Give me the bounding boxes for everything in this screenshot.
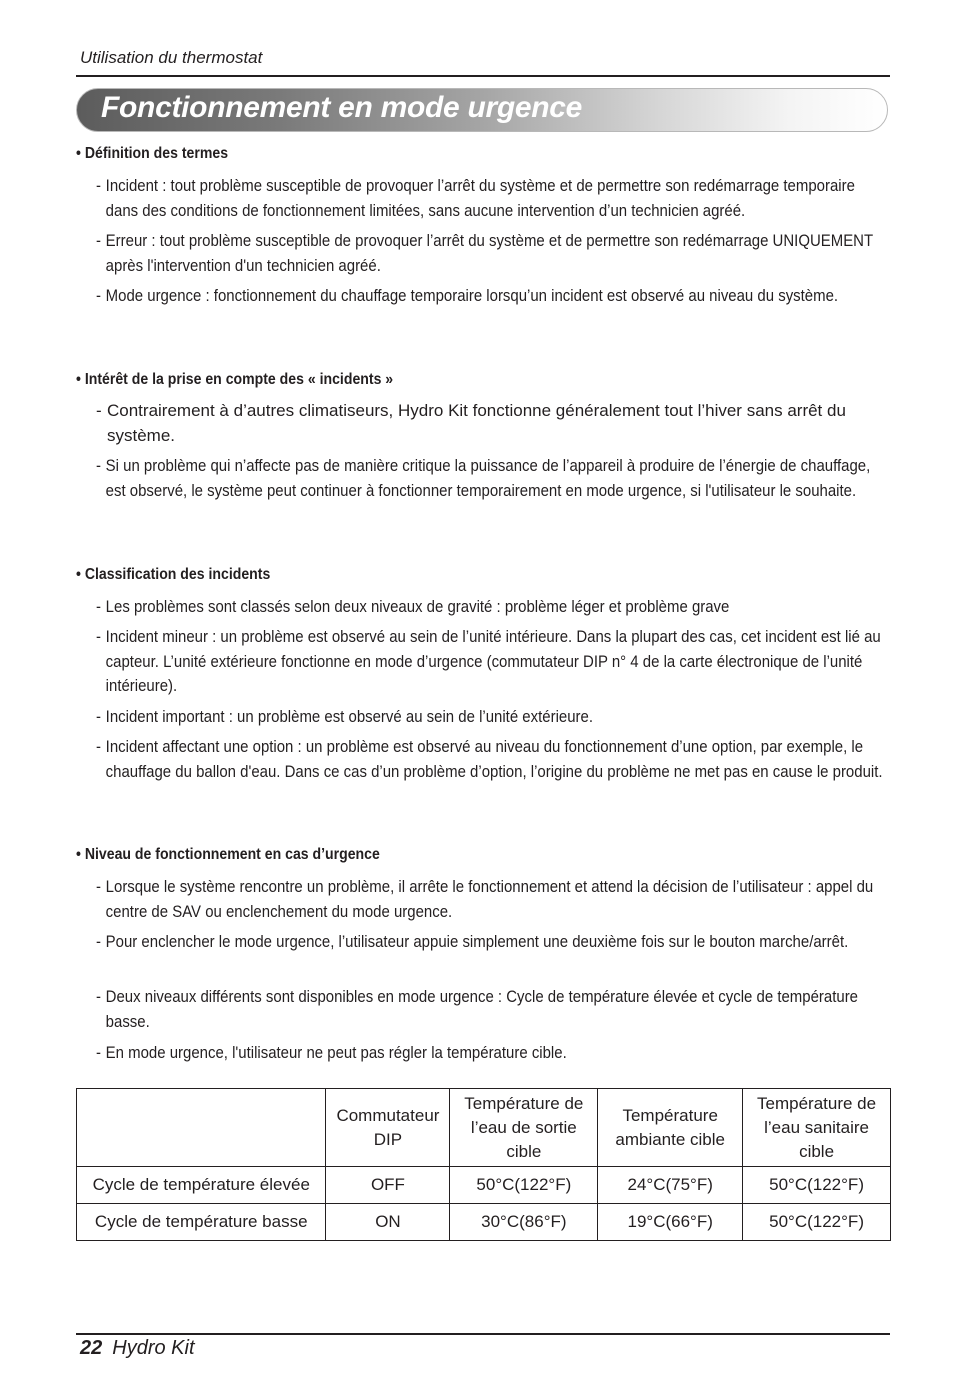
section-heading-definitions: • Définition des termes [76, 145, 229, 162]
table-cell: OFF [326, 1167, 450, 1204]
list-item: - Si un problème qui n’affecte pas de manière critique la puissance de l’appareil à produire de l’énergie de chauffage, est observé, le système peut continuer à fonctionner temporairement en mode urgence, si l'utilisateur le souhaite. [96, 456, 871, 500]
page-title: Fonctionnement en mode urgence [101, 91, 583, 124]
list-item: - Incident affectant une option : un problème est observé au niveau du fonctionnement d’une option, par exemple, le chauffage du ballon d'eau. Dans ce cas d’un problème d’option, l’origine du problème ne met pas en cause le produit. [96, 737, 883, 781]
table-cell: 24°C(75°F) [598, 1167, 743, 1204]
table-cell: Cycle de température basse [77, 1204, 326, 1241]
title-banner [76, 88, 888, 132]
list-item: - Incident important : un problème est observé au sein de l’unité extérieure. [96, 707, 593, 726]
header-rule [76, 75, 890, 77]
section-heading-emergency-level: • Niveau de fonctionnement en cas d’urgence [76, 846, 380, 863]
list-item: - Erreur : tout problème susceptible de provoquer l’arrêt du système et de permettre son redémarrage UNIQUEMENT après l'intervention d'un technicien agréé. [96, 231, 873, 275]
list-item: - Contrairement à d’autres climatiseurs, Hydro Kit fonctionne généralement tout l’hiver sans arrêt du système. [96, 401, 846, 445]
list-item: - Les problèmes sont classés selon deux niveaux de gravité : problème léger et problème grave [96, 597, 730, 616]
table-header-cell: Température ambiante cible [598, 1089, 743, 1167]
section-heading-classification: • Classification des incidents [76, 566, 271, 583]
table-row [77, 1204, 891, 1241]
table-cell: 50°C(122°F) [743, 1167, 891, 1204]
table-header-cell: Température de l’eau de sortie cible [450, 1089, 598, 1167]
page-number: 22 [80, 1337, 103, 1359]
list-item: - Mode urgence : fonctionnement du chauffage temporaire lorsqu’un incident est observé au niveau du système. [96, 286, 839, 305]
section-heading-interest: • Intérêt de la prise en compte des « incidents » [76, 371, 394, 388]
emergency-cycle-table [76, 1088, 891, 1241]
list-item: - Incident : tout problème susceptible de provoquer l’arrêt du système et de permettre son redémarrage temporaire dans des conditions de fonctionnement limitées, sans aucune intervention d’un technicien agréé. [96, 176, 855, 220]
table-cell: 30°C(86°F) [450, 1204, 598, 1241]
table-cell: 50°C(122°F) [743, 1204, 891, 1241]
table-header-cell: Température de l’eau sanitaire cible [743, 1089, 891, 1167]
table-header-cell: Commutateur DIP [326, 1089, 450, 1167]
table-cell: 19°C(66°F) [598, 1204, 743, 1241]
list-item: - Deux niveaux différents sont disponibles en mode urgence : Cycle de température élevée et cycle de température basse. [96, 987, 858, 1031]
running-header: Utilisation du thermostat [80, 48, 263, 67]
page-footer [80, 1337, 195, 1360]
list-item: - En mode urgence, l'utilisateur ne peut pas régler la température cible. [96, 1043, 567, 1062]
table-cell: ON [326, 1204, 450, 1241]
table-row [77, 1167, 891, 1204]
list-item: - Lorsque le système rencontre un problème, il arrête le fonctionnement et attend la décision de l’utilisateur : appel du centre de SAV ou enclenchement du mode urgence. [96, 877, 874, 921]
list-item: - Incident mineur : un problème est observé au sein de l’unité intérieure. Dans la plupart des cas, cet incident est lié au capteur. L’unité extérieure fonctionne en mode d’urgence (commutateur DIP n° 4 de la carte électronique de l’unité intérieure). [96, 627, 881, 695]
list-item: - Pour enclencher le mode urgence, l’utilisateur appuie simplement une deuxième fois sur le bouton marche/arrêt. [96, 932, 849, 951]
table-header-row [77, 1089, 891, 1167]
table-cell: 50°C(122°F) [450, 1167, 598, 1204]
footer-rule [76, 1333, 890, 1335]
product-name: Hydro Kit [112, 1337, 195, 1359]
table-header-cell [77, 1089, 326, 1167]
table-cell: Cycle de température élevée [77, 1167, 326, 1204]
